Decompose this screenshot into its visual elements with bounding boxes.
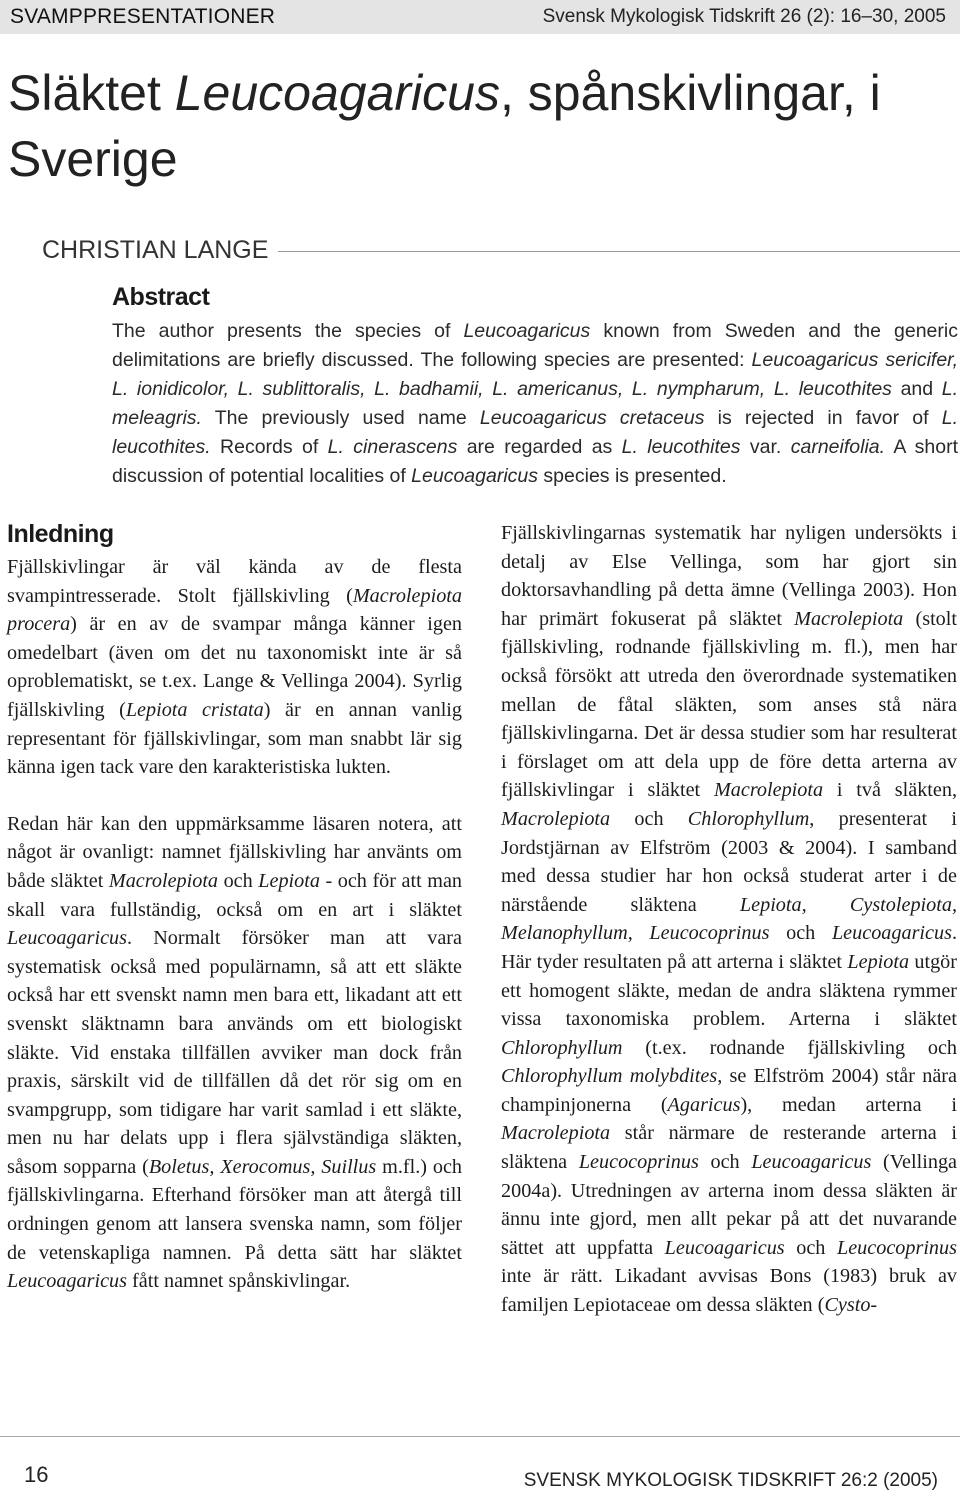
footer-journal-name: SVENSK MYKOLOGISK TIDSKRIFT 26:2 (2005) [523, 1470, 938, 1491]
journal-reference: Svensk Mykologisk Tidskrift 26 (2): 16–30, 2005 [542, 6, 946, 27]
footer-divider [0, 1436, 960, 1437]
article-title [8, 60, 958, 192]
title-suffix: , spånskivlingar, i Sverige [8, 65, 881, 187]
abstract-text: The author presents the species of Leucoagaricus known from Sweden and the generic delimitations are briefly discussed. The following species are presented: Leucoagaricus sericifer, L. ionidicolor, L. sublittoralis, L. badhamii, L. americanus, L. nympharum, L. leucothites and L. meleagris. The previously used name Leucoagaricus cretaceus is rejected in favor of L. leucothites. Records of L. cinerascens are regarded as L. leucothites var. carneifolia. A short discussion of potential localities of Leucoagaricus species is presented. [112, 320, 958, 487]
title-genus: Leucoagaricus [174, 65, 500, 121]
body-column-left [7, 519, 462, 1296]
intro-paragraph-2: Redan här kan den uppmärksamme läsaren notera, att något är ovanligt: namnet fjällskivling har använts om både släktet Macrolepiota och Lepiota - och för att man skall vara fullständig, också om en art i släktet Leucoagaricus. Normalt försöker man att vara systematisk också med populärnamn, så att ett släkte också har ett svenskt namn men bara ett, likadant att ett svenskt släktnamn bara används om ett biologiskt släkte. Vid enstaka tillfällen avviker man dock från praxis, särskilt vid de tillfällen då det rör sig om en svampgrupp, som tidigare har varit samlad i ett släkte, men nu har delats upp i flera självständiga släkten, såsom sopparna (Boletus, Xerocomus, Suillus m.fl.) och fjällskivlingarna. Efterhand försöker man att återgå till ordningen genom att lansera svenska namn, som följer de vetenskapliga namnen. På detta sätt har släktet Leucoagaricus fått namnet spånskivlingar. [7, 812, 462, 1293]
page-number: 16 [24, 1462, 49, 1487]
author-line [42, 236, 960, 266]
title-prefix: Släktet [8, 65, 175, 121]
intro-paragraph-3: Fjällskivlingarnas systematik har nyligen undersökts i detalj av Else Vellinga, som har gjort sin doktorsavhandling på detta ämne (Vellinga 2003). Hon har primärt fokuserat på släktet Macrolepiota (stolt fjällskivling, rodnande fjällskivling m. fl.), men har också försökt att utreda den överordnade systematiken mellan de fåtal släkten, som anses stå nära fjällskivlingarna. Det är dessa studier som har resulterat i förslaget om att dela upp de före detta arterna av fjällskivlingar i släktet Macrolepiota i två släkten, Macrolepiota och Chlorophyllum, presenterat i Jordstjärnan av Elfström (2003 & 2004). I samband med dessa studier har hon också studerat arter i de närstående släktena Lepiota, Cystolepiota, Melanophyllum, Leucocoprinus och Leucoagaricus. Här tyder resultaten på att arterna i släktet Lepiota utgör ett homogent släkte, medan de andra släktena rymmer vissa taxonomiska problem. Arterna i släktet Chlorophyllum (t.ex. rodnande fjällskivling och Chlorophyllum molybdites, se Elfström 2004) står nära champinjonerna (Agaricus), medan arterna i Macrolepiota står närmare de resterande arterna i släktena Leucocoprinus och Leucoagaricus (Vellinga 2004a). Utredningen av arterna inom dessa släkten är ännu inte gjord, men allt pekar på att det nuvarande sättet att uppfatta Leucoagaricus och Leucocoprinus inte är rätt. Likadant avvisas Bons (1983) bruk av familjen Lepiotaceae om dessa släkten (Cysto- [501, 522, 957, 1317]
author-name: CHRISTIAN LANGE [42, 236, 278, 265]
section-heading-inledning: Inledning [7, 520, 114, 548]
abstract-heading: Abstract [112, 283, 210, 311]
body-column-right [501, 519, 957, 1320]
intro-paragraph-1: Fjällskivlingar är väl kända av de flesta svampintresserade. Stolt fjällskivling (Macrolepiota procera) är en av de svampar många känner igen omedelbart (även om det nu taxonomiskt inte är så oproblematiskt, se t.ex. Lange & Vellinga 2004). Syrlig fjällskivling (Lepiota cristata) är en annan vanlig representant för fjällskivlingar, som man snabbt lär sig känna igen tack vare den karakteristiska lukten. [7, 556, 463, 779]
running-header [0, 0, 960, 34]
section-label: SVAMPPRESENTATIONER [10, 5, 276, 28]
